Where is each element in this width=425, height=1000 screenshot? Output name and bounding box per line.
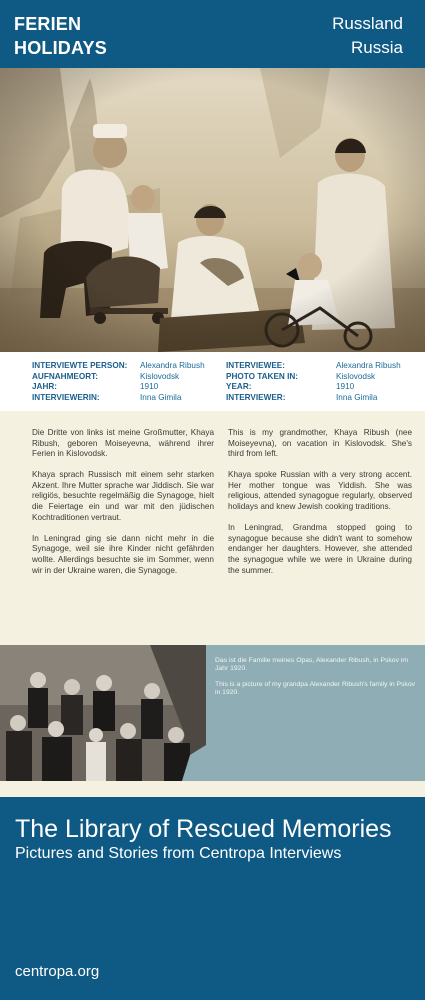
country-german: Russland: [332, 14, 403, 33]
info-value: Alexandra Ribush: [140, 361, 205, 370]
info-value: Inna Gimila: [140, 392, 182, 402]
info-value: 1910: [336, 382, 355, 391]
main-photo: [0, 68, 425, 352]
story-paragraph: In Leningrad ging sie dann nicht mehr in die Synagoge, weil sie ihre Kinder nicht gefährden wollte. Allerdings besuchte sie im Sommer, wenn wir in der Ukraine waren, die Synagoge.: [32, 533, 214, 575]
info-values-german: [140, 361, 205, 403]
title-german: FERIEN: [14, 14, 82, 34]
story-paragraph: In Leningrad, Grandma stopped going to synagogue because she didn't want to somehow endanger her daughters. However, she attended the synagogue while we were in Ukraine during the summer.: [228, 523, 412, 575]
country-english: Russia: [351, 38, 403, 57]
info-label: JAHR:: [32, 382, 58, 391]
caption-english: This is a picture of my grandpa Alexander Ribush's family in Pskov in 1920.: [215, 680, 416, 697]
separator-band: [0, 781, 425, 797]
info-values-english: [336, 361, 401, 403]
story-section: [0, 411, 425, 645]
info-labels-english: [226, 361, 298, 403]
title-english: HOLIDAYS: [14, 38, 107, 58]
info-label: INTERVIEWEE:: [226, 361, 285, 370]
photo-caption: [215, 657, 415, 705]
family-photo-strip: [0, 645, 425, 781]
footer-url: centropa.org: [15, 963, 100, 980]
info-label: AUFNAHMEORT:: [32, 371, 98, 381]
story-paragraph: Khaya spoke Russian with a very strong accent. Her mother tongue was Yiddish. She was religious, attended synagogue regularly, observed holidays and knew Jewish cooking traditions.: [228, 470, 412, 512]
header-title: [14, 12, 107, 60]
info-value: Kislovodsk: [336, 371, 376, 381]
footer-title: The Library of Rescued Memories: [15, 815, 392, 843]
info-value: Alexandra Ribush: [336, 361, 401, 370]
main-photo-illustration: [0, 68, 425, 352]
family-photo-illustration: [0, 645, 206, 781]
story-paragraph: Khaya sprach Russisch mit einem sehr starken Akzent. Ihre Mutter sprache war Jiddisch. Sie war religiös, besuchte regelmäßig die Synagoge, hielt die Feiertage ein und war mit den jüdischen Kochtraditionen vertraut.: [32, 470, 214, 522]
header-banner: [0, 0, 425, 68]
footer-banner: [0, 797, 425, 1000]
header-country: [332, 12, 403, 60]
info-value: Inna Gimila: [336, 392, 378, 402]
info-value: Kislovodsk: [140, 371, 180, 381]
story-english: [228, 428, 412, 587]
caption-german: Das ist die Familie meines Opas, Alexander Ribush, in Pskov im Jahr 1920.: [215, 657, 409, 673]
info-label: INTERVIEWTE PERSON:: [32, 361, 128, 370]
info-label: INTERVIEWER:: [226, 392, 286, 402]
footer-subtitle: Pictures and Stories from Centropa Interviews: [15, 845, 342, 862]
story-paragraph: This is my grandmother, Khaya Ribush (nee Moiseyevna), on vacation in Kislovodsk. She's third from left.: [228, 428, 412, 459]
family-photo: [0, 645, 206, 781]
info-value: 1910: [140, 382, 159, 391]
story-paragraph: Die Dritte von links ist meine Großmutter, Khaya Ribush, geboren Moiseyevna, während ihrer Ferien in Kislovodsk.: [32, 428, 214, 459]
info-label: YEAR:: [226, 382, 252, 391]
story-german: [32, 428, 214, 587]
interview-info: [0, 352, 425, 411]
info-label: INTERVIEWERIN:: [32, 392, 100, 402]
info-labels-german: [32, 361, 127, 403]
info-label: PHOTO TAKEN IN:: [226, 371, 299, 381]
